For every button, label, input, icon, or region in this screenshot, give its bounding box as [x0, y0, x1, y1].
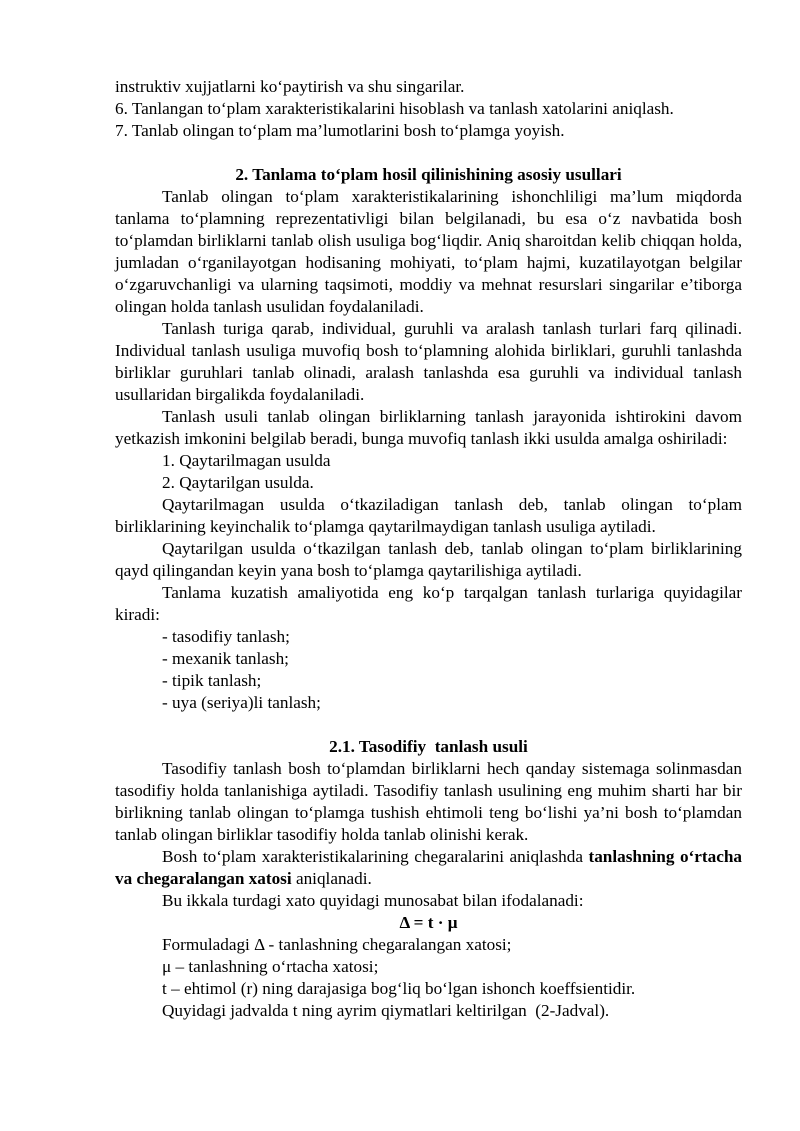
paragraph: Tanlash usuli tanlab olingan birliklarning tanlash jarayonida ishtirokini davom yetkazish imkonini belgilab beradi, bunga muvofiq tanlash ikki usulda amalga oshiriladi:	[115, 407, 742, 448]
definition-line: Formuladagi Δ - tanlashning chegaralangan xatosi;	[162, 935, 512, 954]
paragraph: Bu ikkala turdagi xato quyidagi munosabat bilan ifodalanadi:	[162, 891, 584, 910]
document-page	[115, 76, 742, 1022]
formula: Δ = t · μ	[399, 913, 458, 932]
intro-line-2: 6. Tanlangan to‘plam xarakteristikalarini hisoblash va tanlash xatolarini aniqlash.	[115, 99, 674, 118]
list-item: - mexanik tanlash;	[162, 649, 289, 668]
definition-line: Quyidagi jadvalda t ning ayrim qiymatlari keltirilgan (2-Jadval).	[162, 1001, 610, 1020]
section-2-1-heading: 2.1. Tasodifiy tanlash usuli	[329, 737, 528, 756]
paragraph: Tanlash turiga qarab, individual, guruhli va aralash tanlash turlari farq qilinadi. Individual tanlash usuliga muvofiq bosh to‘plamning alohida birliklari, guruhli tanlashda birliklar guruhlari tanlab olinadi, aralash tanlashda esa guruhli va individual tanlash usullaridan birgalikda foydalaniladi.	[115, 319, 742, 404]
definition-line: μ – tanlashning o‘rtacha xatosi;	[162, 957, 379, 976]
list-item: - uya (seriya)li tanlash;	[162, 693, 321, 712]
text-run: aniqlanadi.	[291, 869, 372, 888]
bold-term: tanlashning o‘rtacha va chegaralangan xatosi	[115, 847, 742, 888]
section-2-heading: 2. Tanlama to‘plam hosil qilinishining asosiy usullari	[235, 165, 622, 184]
paragraph: Tanlama kuzatish amaliyotida eng ko‘p tarqalgan tanlash turlariga quyidagilar kiradi:	[115, 583, 742, 624]
paragraph: Tanlab olingan to‘plam xarakteristikalarining ishonchliligi ma’lum miqdorda tanlama to‘plamning reprezentativligi bilan belgilanadi, bu esa o‘z navbatida bosh to‘plamdan birliklarni tanlab olish usuliga bog‘liqdir. Aniq sharoitdan kelib chiqqan holda, jumladan o‘rganilayotgan hodisaning mohiyati, to‘plam hajmi, kuzatilayotgan belgilar o‘zgaruvchanligi va ularning taqsimoti, moddiy va mehnat resurslari singarilar e’tiborga olingan holda tanlash usulidan foydalaniladi.	[115, 187, 742, 316]
paragraph-with-bold	[115, 846, 742, 890]
list-item: 2. Qaytarilgan usulda.	[162, 473, 314, 492]
definition-line: t – ehtimol (r) ning darajasiga bog‘liq bo‘lgan ishonch koeffsientidir.	[162, 979, 636, 998]
intro-line-3: 7. Tanlab olingan to‘plam ma’lumotlarini bosh to‘plamga yoyish.	[115, 121, 565, 140]
list-item: 1. Qaytarilmagan usulda	[162, 451, 331, 470]
text-run: Bosh to‘plam xarakteristikalarining chegaralarini aniqlashda	[162, 847, 589, 866]
paragraph: Qaytarilgan usulda o‘tkazilgan tanlash deb, tanlab olingan to‘plam birliklarining qayd qilingandan keyin yana bosh to‘plamga qaytarilishiga aytiladi.	[115, 539, 742, 580]
paragraph: Tasodifiy tanlash bosh to‘plamdan birliklarni hech qanday sistemaga solinmasdan tasodifiy holda tanlanishiga aytiladi. Tasodifiy tanlash usulining eng muhim sharti har bir birlikning tanlab olingan to‘plamga tushish ehtimoli teng bo‘lishi ya’ni bosh to‘plamdan tanlab olingan birliklar tasodifiy holda tanlab olinishi kerak.	[115, 759, 742, 844]
paragraph: Qaytarilmagan usulda o‘tkaziladigan tanlash deb, tanlab olingan to‘plam birliklarining keyinchalik to‘plamga qaytarilmaydigan tanlash usuliga aytiladi.	[115, 495, 742, 536]
intro-line-1: instruktiv xujjatlarni ko‘paytirish va shu singarilar.	[115, 77, 465, 96]
list-item: - tipik tanlash;	[162, 671, 262, 690]
list-item: - tasodifiy tanlash;	[162, 627, 290, 646]
